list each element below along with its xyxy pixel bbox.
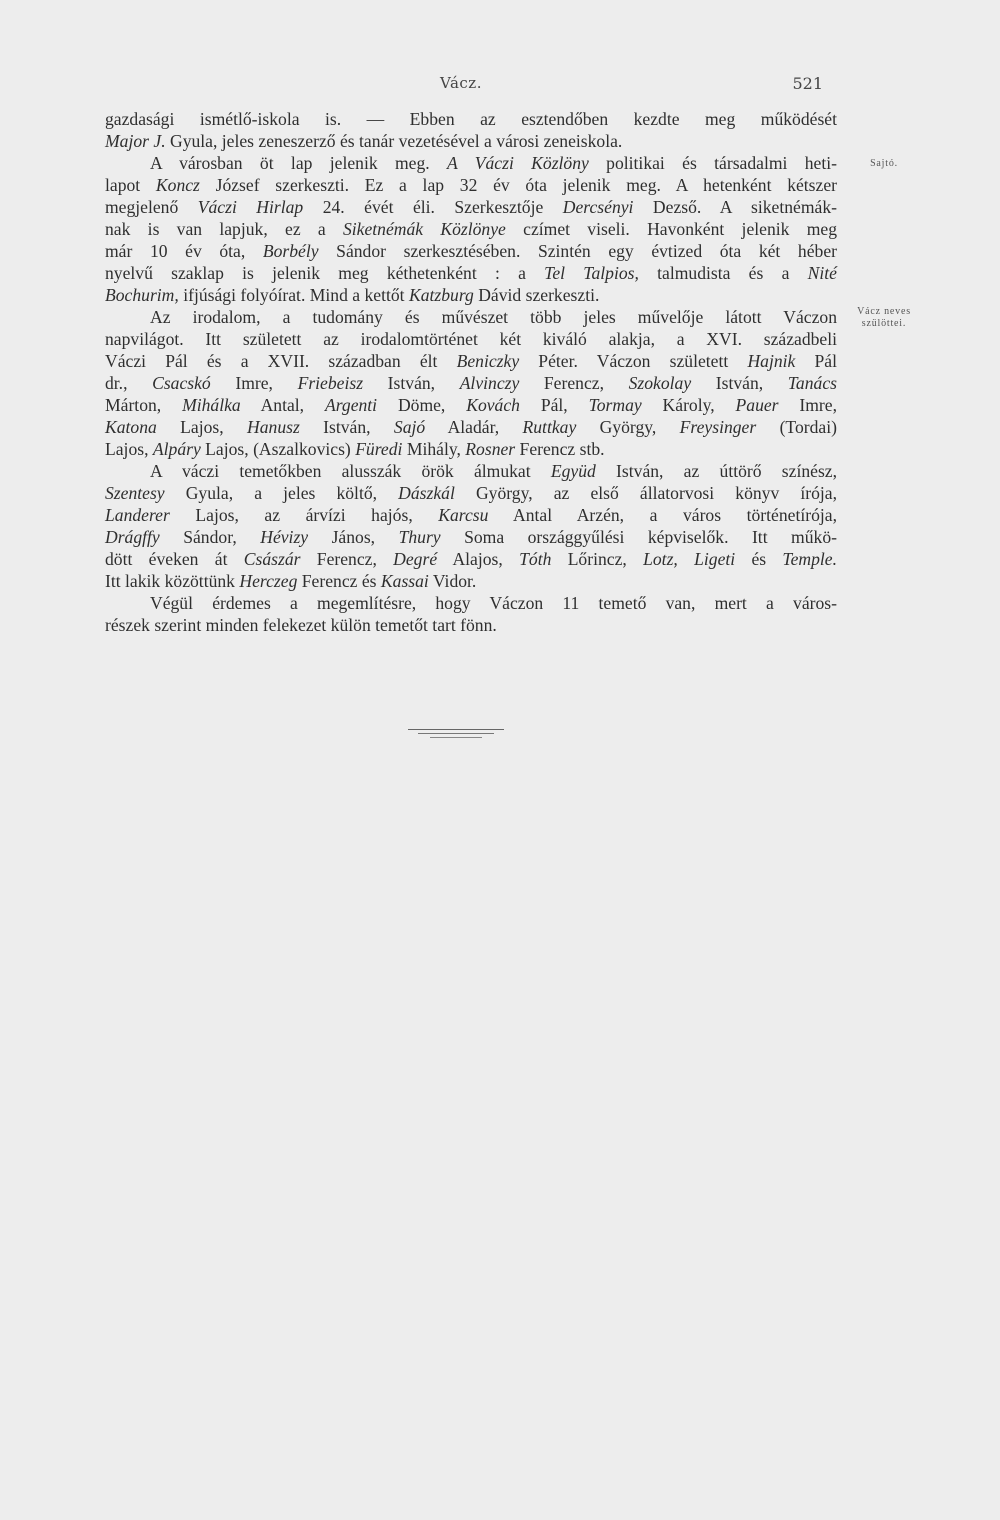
end-ornament-rule [408, 729, 504, 741]
italic-name: Katona [105, 417, 157, 437]
ornament-line [408, 729, 504, 730]
text-run: politikai és társadalmi heti- [588, 153, 837, 173]
italic-name: Dercsényi [562, 197, 634, 217]
italic-name: Füredi [355, 439, 403, 459]
text-run: János, [308, 527, 399, 547]
text-line [105, 240, 837, 262]
text-line [105, 592, 837, 614]
text-line [105, 614, 837, 636]
margin-note-vacz-neves [845, 306, 923, 330]
text-run: Aladár, [425, 417, 523, 437]
italic-name: Alvinczy [459, 373, 520, 393]
text-run: Lőrincz, [551, 549, 644, 569]
italic-name: Temple. [782, 549, 837, 569]
italic-name: Bochurim, [105, 285, 179, 305]
italic-name: Nité [807, 263, 837, 283]
italic-name: Váczi Hirlap [197, 197, 304, 217]
italic-name: Rosner [465, 439, 516, 459]
text-run: Dávid szerkeszti. [473, 285, 600, 305]
text-run: Ferencz, [519, 373, 629, 393]
text-run: Dezső. A siketnémák- [633, 197, 837, 217]
italic-name: Lotz, Ligeti [643, 549, 736, 569]
text-run: Gyula, a jeles költő, [164, 483, 399, 503]
italic-name: Katzburg [408, 285, 474, 305]
text-run: István, [299, 417, 394, 437]
margin-note-text: szülöttei. [861, 318, 907, 329]
text-run: Itt lakik közöttünk [105, 571, 240, 591]
text-line [105, 504, 837, 526]
italic-name: Hanusz [247, 417, 300, 437]
italic-name: Tel Talpios, [544, 263, 639, 283]
margin-note-sajto [845, 158, 923, 170]
italic-name: Degré [393, 549, 438, 569]
text-line [105, 306, 837, 328]
text-run: gazdasági ismétlő-iskola is. — Ebben az esztendőben kezdte meg működését [105, 109, 837, 129]
text-line [105, 438, 837, 460]
text-run: Lajos, [105, 439, 153, 459]
text-run: József szerkeszti. Ez a lap 32 év óta jelenik meg. A hetenként kétszer [199, 175, 838, 195]
text-run: dr., [105, 373, 153, 393]
text-run: Pál [795, 351, 838, 371]
italic-name: Tanács [787, 373, 837, 393]
text-run: István, [363, 373, 460, 393]
italic-name: Kovách [466, 395, 520, 415]
text-run: Péter. Váczon született [519, 351, 748, 371]
text-line [105, 174, 837, 196]
text-run: Soma országgyűlési képviselők. Itt műkö- [440, 527, 837, 547]
ornament-line [418, 733, 494, 734]
italic-name: Csacskó [152, 373, 211, 393]
text-run: Sándor szerkesztésében. Szintén egy évtized óta két héber [318, 241, 837, 261]
text-run: Sándor, [159, 527, 261, 547]
text-run: Imre, [210, 373, 298, 393]
text-line [105, 460, 837, 482]
italic-name: Borbély [262, 241, 319, 261]
text-run: Márton, [105, 395, 183, 415]
text-run: Antal Arzén, a város történetírója, [488, 505, 837, 525]
text-run: István, az úttörő színész, [595, 461, 837, 481]
text-line [105, 416, 837, 438]
italic-name: Kassai [380, 571, 429, 591]
italic-name: Mihálka [182, 395, 241, 415]
text-line [105, 328, 837, 350]
page-header [105, 74, 823, 96]
italic-name: Pauer [735, 395, 779, 415]
text-run: lapot [105, 175, 156, 195]
italic-name: Drágffy [105, 527, 160, 547]
text-line [105, 284, 837, 306]
text-run: Váczi Pál és a XVII. században élt [105, 351, 457, 371]
text-run: Lajos, az árvízi hajós, [169, 505, 439, 525]
text-run: czímet viseli. Havonként jelenik meg [505, 219, 837, 239]
running-title: Vácz. [440, 74, 482, 92]
text-run: nak is van lapjuk, ez a [105, 219, 343, 239]
text-run: Gyula, jeles zeneszerző és tanár vezetésével a városi zeneiskola. [165, 131, 623, 151]
text-run: Lajos, [156, 417, 248, 437]
italic-name: Ruttkay [522, 417, 577, 437]
italic-name: Tormay [588, 395, 642, 415]
text-line [105, 218, 837, 240]
italic-name: Freysinger [679, 417, 757, 437]
text-run: dött éveken át [105, 549, 244, 569]
text-run: és [735, 549, 783, 569]
text-run: A váczi temetőkben alusszák örök álmukat [150, 461, 551, 481]
text-line [105, 482, 837, 504]
text-line [105, 108, 837, 130]
text-run: Mihály, [402, 439, 466, 459]
text-line [105, 570, 837, 592]
text-run: György, [576, 417, 680, 437]
italic-name: Argenti [324, 395, 378, 415]
text-run: megjelenő [105, 197, 198, 217]
italic-name: Sajó [393, 417, 426, 437]
italic-name: Dászkál [398, 483, 455, 503]
text-run: részek szerint minden felekezet külön temetőt tart fönn. [105, 615, 497, 635]
text-run: György, az első állatorvosi könyv írója, [454, 483, 837, 503]
text-run: Pál, [519, 395, 589, 415]
page-number: 521 [792, 74, 823, 93]
italic-name: Császár [243, 549, 301, 569]
text-line [105, 130, 837, 152]
text-run: Vidor. [428, 571, 477, 591]
text-run: Döme, [377, 395, 467, 415]
text-line [105, 548, 837, 570]
italic-name: Tóth [519, 549, 552, 569]
text-line [105, 196, 837, 218]
text-run: Ferencz és [297, 571, 381, 591]
text-line [105, 350, 837, 372]
margin-note-text: Sajtó. [870, 158, 898, 169]
italic-name: Landerer [105, 505, 170, 525]
body-text [105, 108, 837, 636]
italic-name: Siketnémák Közlönye [342, 219, 506, 239]
italic-name: Hajnik [747, 351, 796, 371]
text-run: ifjúsági folyóírat. Mind a kettőt [178, 285, 409, 305]
italic-name: Szokolay [628, 373, 692, 393]
text-run: napvilágot. Itt született az irodalomtörténet két kiváló alakja, a XVI. századbeli [105, 329, 837, 349]
italic-name: Hévizy [260, 527, 309, 547]
italic-name: Friebeisz [297, 373, 364, 393]
margin-note-text: Vácz neves [857, 306, 911, 317]
text-run: nyelvű szaklap is jelenik meg kéthetenként : a [105, 263, 545, 283]
text-run: Antal, [240, 395, 325, 415]
italic-name: Major J. [105, 131, 166, 151]
italic-name: Alpáry [152, 439, 201, 459]
italic-name: Herczeg [239, 571, 298, 591]
ornament-line [430, 737, 482, 738]
text-run: már 10 év óta, [105, 241, 263, 261]
text-line [105, 152, 837, 174]
text-run: Végül érdemes a megemlítésre, hogy Váczon 11 temető van, mert a város- [150, 593, 837, 613]
text-run: A városban öt lap jelenik meg. [150, 153, 447, 173]
text-line [105, 394, 837, 416]
text-run: Alajos, [437, 549, 520, 569]
italic-name: Szentesy [105, 483, 165, 503]
text-line [105, 262, 837, 284]
text-run: 24. évét éli. Szerkesztője [303, 197, 563, 217]
text-run: István, [691, 373, 788, 393]
italic-name: Koncz [155, 175, 200, 195]
text-run: Károly, [641, 395, 736, 415]
italic-name: Thury [398, 527, 441, 547]
text-run: talmudista és a [638, 263, 808, 283]
italic-name: Beniczky [456, 351, 520, 371]
text-run: Az irodalom, a tudomány és művészet több jeles művelője látott Váczon [150, 307, 837, 327]
text-run: Lajos, (Aszalkovics) [200, 439, 356, 459]
italic-name: Együd [550, 461, 596, 481]
text-run: Ferencz, [300, 549, 394, 569]
text-run: Imre, [778, 395, 838, 415]
italic-name: Karcsu [438, 505, 489, 525]
italic-name: A Váczi Közlöny [446, 153, 589, 173]
text-run: Ferencz stb. [515, 439, 605, 459]
text-line [105, 372, 837, 394]
text-line [105, 526, 837, 548]
text-run: (Tordai) [756, 417, 837, 437]
